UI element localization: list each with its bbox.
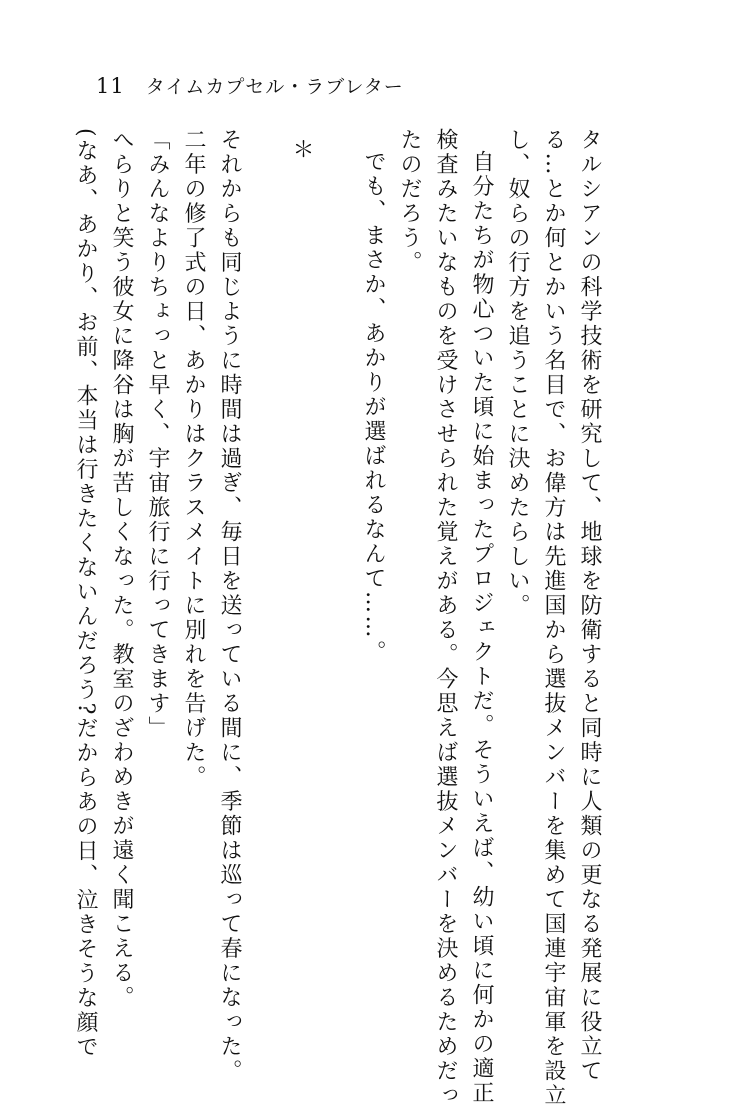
text-line: 検査みたいなものを受けさせられた覚えがある。今思えば選抜メンバーを決めるためだっ <box>433 128 458 1108</box>
text-line: 「みんなよりちょっと早く、宇宙旅行に行ってきます」 <box>145 128 170 741</box>
text-line: 二年の修了式の日、あかりはクラスメイトに別れを告げた。 <box>181 128 206 790</box>
text-line: たのだろう。 <box>397 128 422 275</box>
page-number: 11 <box>96 74 125 98</box>
text-line: る…とか何とかいう名目で、お偉方は先進国から選抜メンバーを集めて国連宇宙軍を設立 <box>541 128 566 1108</box>
text-line: でも、まさか、あかりが選ばれるなんて……。 <box>361 150 386 665</box>
section-break-asterisk: ＊ <box>289 138 314 160</box>
body-text <box>67 128 607 1108</box>
text-line: タルシアンの科学技術を研究して、地球を防衛すると同時に人類の更なる発展に役立て <box>577 128 602 1084</box>
text-line: し、奴らの行方を追うことに決めたらしい。 <box>505 128 530 618</box>
blank-line <box>319 128 355 928</box>
chapter-title: タイムカプセル・ラブレター <box>145 76 404 98</box>
text-line: 自分たちが物心ついた頃に始まったプロジェクトだ。そういえば、幼い頃に何かの適正 <box>469 150 494 1106</box>
text-line: (なあ、あかり、お前、本当は行きたくないんだろう?だからあの日、泣きそうな顔で <box>73 128 98 1060</box>
text-line: へらりと笑う彼女に降谷は胸が苦しくなった。教室のざわめきが遠く聞こえる。 <box>109 128 134 1010</box>
blank-line <box>247 128 283 928</box>
running-header <box>96 72 404 99</box>
text-line: それからも同じように時間は過ぎ、毎日を送っている間に、季節は巡って春になった。 <box>217 128 242 1084</box>
